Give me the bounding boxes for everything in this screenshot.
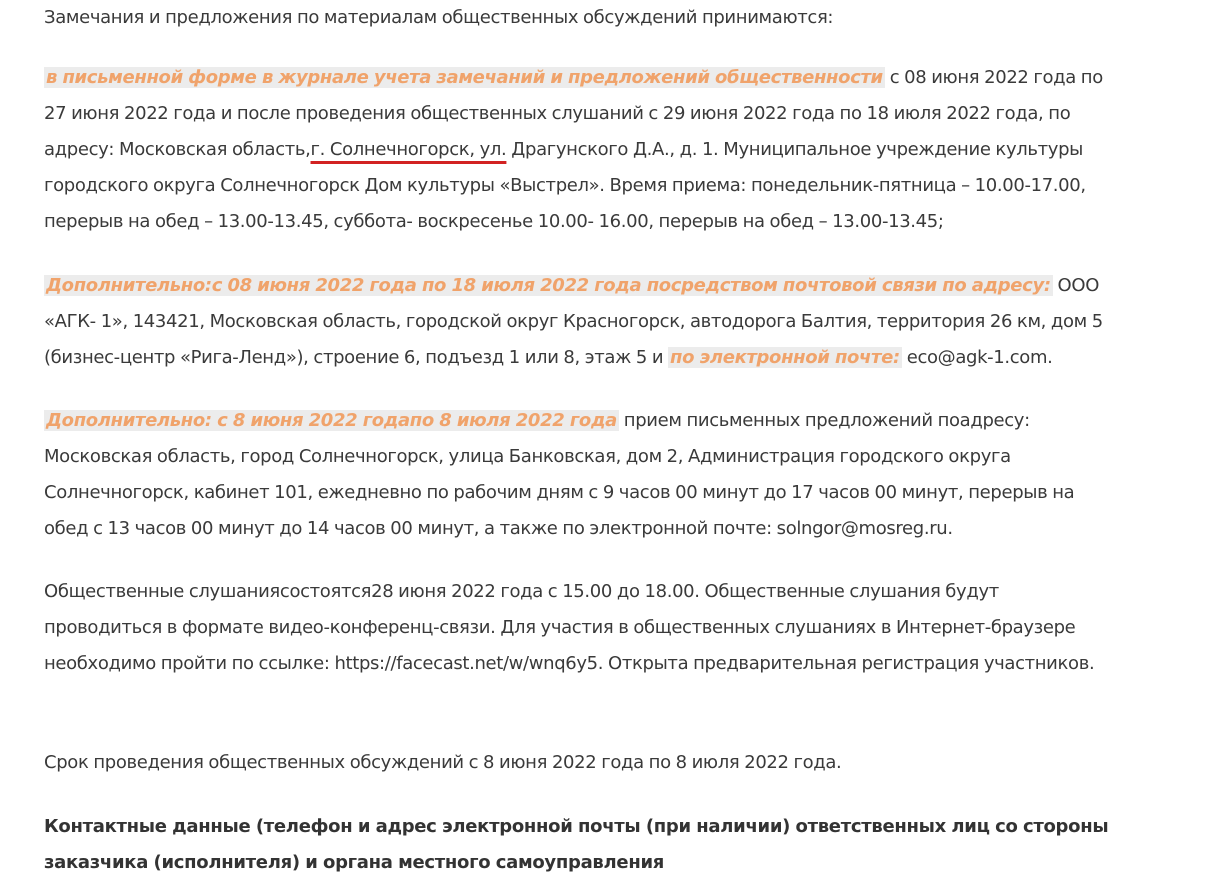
contact-heading: Контактные данные (телефон и адрес электронной почты (при наличии) ответственных лиц со стороны заказчика (исполнителя) и органа местного самоуправления — [44, 816, 1109, 873]
paragraph-postal — [44, 268, 1124, 376]
highlight-written-form: в письменной форме в журнале учета замечаний и предложений общественности — [46, 67, 883, 88]
p1-text-b: Драгунского Д.А., д. 1. Муниципальное учреждение культуры городского округа Солнечногорск Дом культуры «Выстрел». Время приема: понедельник-пятница – 10.00-17.00, перерыв на обед – 13.00-13.45, суббота- воскресенье 10.00- 16.00, перерыв на обед – 13.00-13.45; — [44, 139, 1086, 232]
highlight-administration: Дополнительно: с 8 июня 2022 годапо 8 июля 2022 года — [46, 410, 617, 431]
p1-text-a: с 08 июня 2022 года по 27 июня 2022 года и после проведения общественных слушаний с 29 июня 2022 года по 18 июля 2022 года, по адресу: Московская область, — [44, 67, 1103, 160]
highlight-postal: Дополнительно:с 08 июня 2022 года по 18 июля 2022 года посредством почтовой связи по адресу: — [46, 275, 1051, 296]
p3-text: прием письменных предложений поадресу: Московская область, город Солнечногорск, улица Банковская, дом 2, Администрация городского округа Солнечногорск, кабинет 101, ежедневно по рабочим дням с 9 часов 00 минут до 17 часов 00 минут, перерыв на обед с 13 часов 00 минут до 14 часов 00 минут, а также по электронной почте: solngor@mosreg.ru. — [44, 410, 1075, 539]
paragraph-administration — [44, 403, 1119, 547]
highlight-email: по электронной почте: — [670, 347, 900, 368]
p2-text-a: ООО «АГК- 1», 143421, Московская область, городской округ Красногорск, автодорога Балтия, территория 26 км, дом 5 (бизнес-центр «Рига-Ленд»), строение 6, подъезд 1 или 8, этаж 5 и — [44, 275, 1103, 368]
paragraph-written-form — [44, 60, 1119, 240]
underlined-address: г. Солнечногорск, ул. — [310, 139, 507, 160]
paragraph-term: Срок проведения общественных обсуждений с 8 июня 2022 года по 8 июля 2022 года. — [44, 752, 842, 773]
intro-paragraph: Замечания и предложения по материалам общественных обсуждений принимаются: — [44, 7, 834, 28]
p2-text-b: eco@agk-1.com. — [901, 347, 1053, 368]
paragraph-hearings: Общественные слушаниясостоятся28 июня 2022 года с 15.00 до 18.00. Общественные слушания будут проводиться в формате видео-конференц-связи. Для участия в общественных слушаниях в Интернет-браузере необходимо пройти по ссылке: https://facecast.net/w/wnq6y5. Открыта предварительная регистрация участников. — [44, 581, 1095, 674]
